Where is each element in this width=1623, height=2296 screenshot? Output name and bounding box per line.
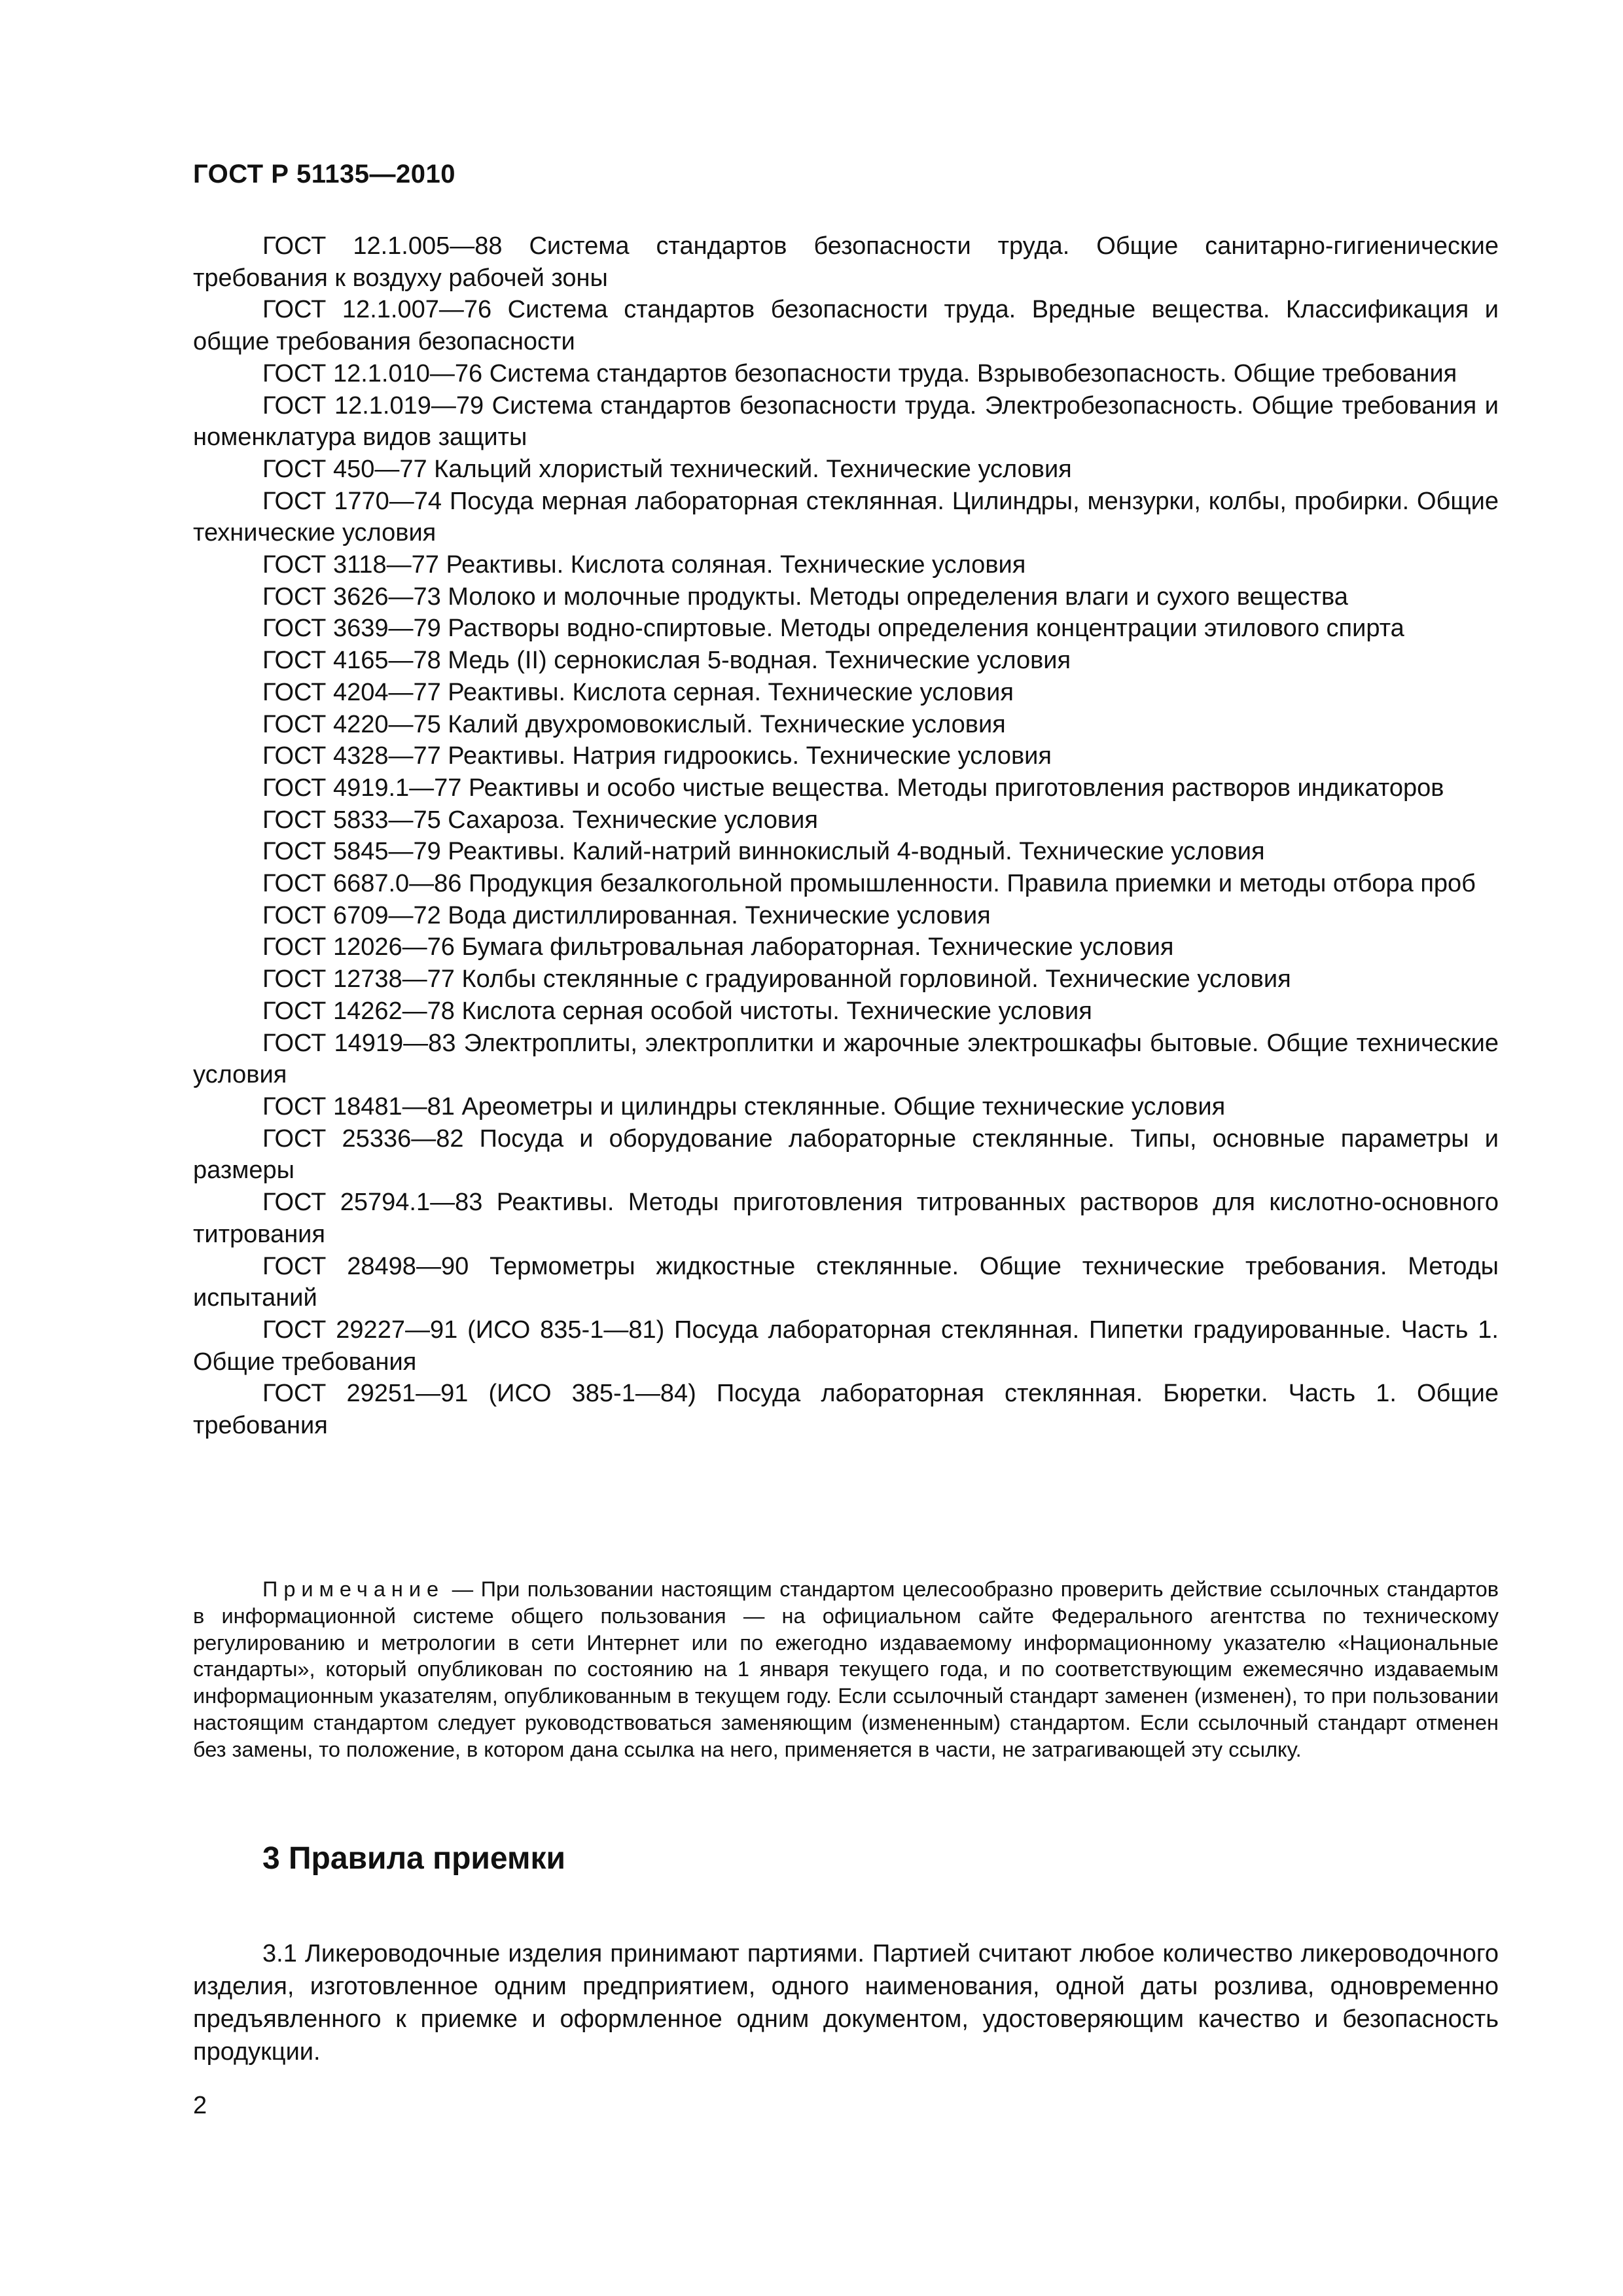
note-text: — При пользовании настоящим стандартом целесообразно проверить действие ссылочных стандартов в информационной системе общего пользования — на официальном сайте Федерального агентства по техническому регулированию и метрологии в сети Интернет или по ежегодно издаваемому информационному указателю «Национальные стандарты», который опубликован по состоянию на 1 января текущего года, и по соответствующим ежемесячно издаваемым информационным указателям, опубликованным в текущем году. Если ссылочный стандарт заменен (изменен), то при пользовании настоящим стандартом следует руководствоваться заменяющим (измененным) стандартом. Если ссылочный стандарт отменен без замены, то положение, в котором дана ссылка на него, применяется в части, не затрагивающей эту ссылку. [193, 1577, 1499, 1761]
note-paragraph [193, 1576, 1499, 1763]
reference-item: ГОСТ 14262—78 Кислота серная особой чистоты. Технические условия [262, 997, 1092, 1025]
reference-item: ГОСТ 28498—90 Термометры жидкостные стеклянные. Общие технические требования. Методы испытаний [193, 1252, 1499, 1312]
normative-references-list [193, 230, 1499, 1442]
reference-item: ГОСТ 5845—79 Реактивы. Калий-натрий виннокислый 4-водный. Технические условия [262, 838, 1265, 866]
reference-item: ГОСТ 12.1.010—76 Система стандартов безопасности труда. Взрывобезопасность. Общие требования [262, 359, 1457, 387]
reference-item: ГОСТ 12.1.019—79 Система стандартов безопасности труда. Электробезопасность. Общие требования и номенклатура видов защиты [193, 391, 1499, 452]
reference-item: ГОСТ 25794.1—83 Реактивы. Методы приготовления титрованных растворов для кислотно-основного титрования [193, 1189, 1499, 1248]
reference-item: ГОСТ 4328—77 Реактивы. Натрия гидроокись. Технические условия [262, 742, 1052, 770]
reference-item: ГОСТ 25336—82 Посуда и оборудование лабораторные стеклянные. Типы, основные параметры и размеры [193, 1124, 1499, 1185]
reference-item: ГОСТ 5833—75 Сахароза. Технические условия [262, 806, 818, 834]
reference-item: ГОСТ 12.1.007—76 Система стандартов безопасности труда. Вредные вещества. Классификация и общие требования безопасности [193, 296, 1499, 356]
reference-item: ГОСТ 18481—81 Ареометры и цилиндры стеклянные. Общие технические условия [262, 1092, 1226, 1121]
reference-item: ГОСТ 29251—91 (ИСО 385-1—84) Посуда лабораторная стеклянная. Бюретки. Часть 1. Общие требования [193, 1380, 1499, 1440]
note-label: Примечание [262, 1577, 445, 1601]
reference-item: ГОСТ 4204—77 Реактивы. Кислота серная. Технические условия [262, 678, 1014, 706]
reference-item: ГОСТ 3118—77 Реактивы. Кислота соляная. Технические условия [262, 551, 1026, 579]
reference-item: ГОСТ 4220—75 Калий двухромовокислый. Технические условия [262, 710, 1006, 738]
section-title: 3 Правила приемки [262, 1841, 566, 1876]
reference-item: ГОСТ 1770—74 Посуда мерная лабораторная стеклянная. Цилиндры, мензурки, колбы, пробирки. Общие технические условия [193, 487, 1499, 547]
reference-item: ГОСТ 4165—78 Медь (II) сернокислая 5-водная. Технические условия [262, 647, 1071, 675]
section-paragraph: 3.1 Ликероводочные изделия принимают партиями. Партией считают любое количество ликероводочного изделия, изготовленное одним предприятием, одного наименования, одной даты розлива, одновременно предъявленного к приемке и оформленное одним документом, удостоверяющим качество и безопасность продукции. [193, 1940, 1499, 2066]
reference-item: ГОСТ 14919—83 Электроплиты, электроплитки и жарочные электрошкафы бытовые. Общие технические условия [193, 1029, 1499, 1089]
reference-item: ГОСТ 12738—77 Колбы стеклянные с градуированной горловиной. Технические условия [262, 965, 1291, 994]
reference-item: ГОСТ 3626—73 Молоко и молочные продукты. Методы определения влаги и сухого вещества [262, 583, 1348, 611]
reference-item: ГОСТ 4919.1—77 Реактивы и особо чистые вещества. Методы приготовления растворов индикаторов [262, 774, 1444, 802]
reference-item: ГОСТ 29227—91 (ИСО 835-1—81) Посуда лабораторная стеклянная. Пипетки градуированные. Часть 1. Общие требования [193, 1316, 1499, 1376]
reference-item: ГОСТ 450—77 Кальций хлористый технический. Технические условия [262, 455, 1072, 483]
document-header: ГОСТ Р 51135—2010 [193, 160, 455, 188]
reference-item: ГОСТ 3639—79 Растворы водно-спиртовые. Методы определения концентрации этилового спирта [262, 615, 1404, 643]
reference-item: ГОСТ 6687.0—86 Продукция безалкогольной промышленности. Правила приемки и методы отбора проб [262, 870, 1476, 898]
page-number: 2 [193, 2092, 207, 2119]
reference-item: ГОСТ 12.1.005—88 Система стандартов безопасности труда. Общие санитарно-гигиенические требования к воздуху рабочей зоны [193, 232, 1499, 292]
reference-item: ГОСТ 6709—72 Вода дистиллированная. Технические условия [262, 901, 991, 929]
reference-item: ГОСТ 12026—76 Бумага фильтровальная лабораторная. Технические условия [262, 933, 1174, 961]
